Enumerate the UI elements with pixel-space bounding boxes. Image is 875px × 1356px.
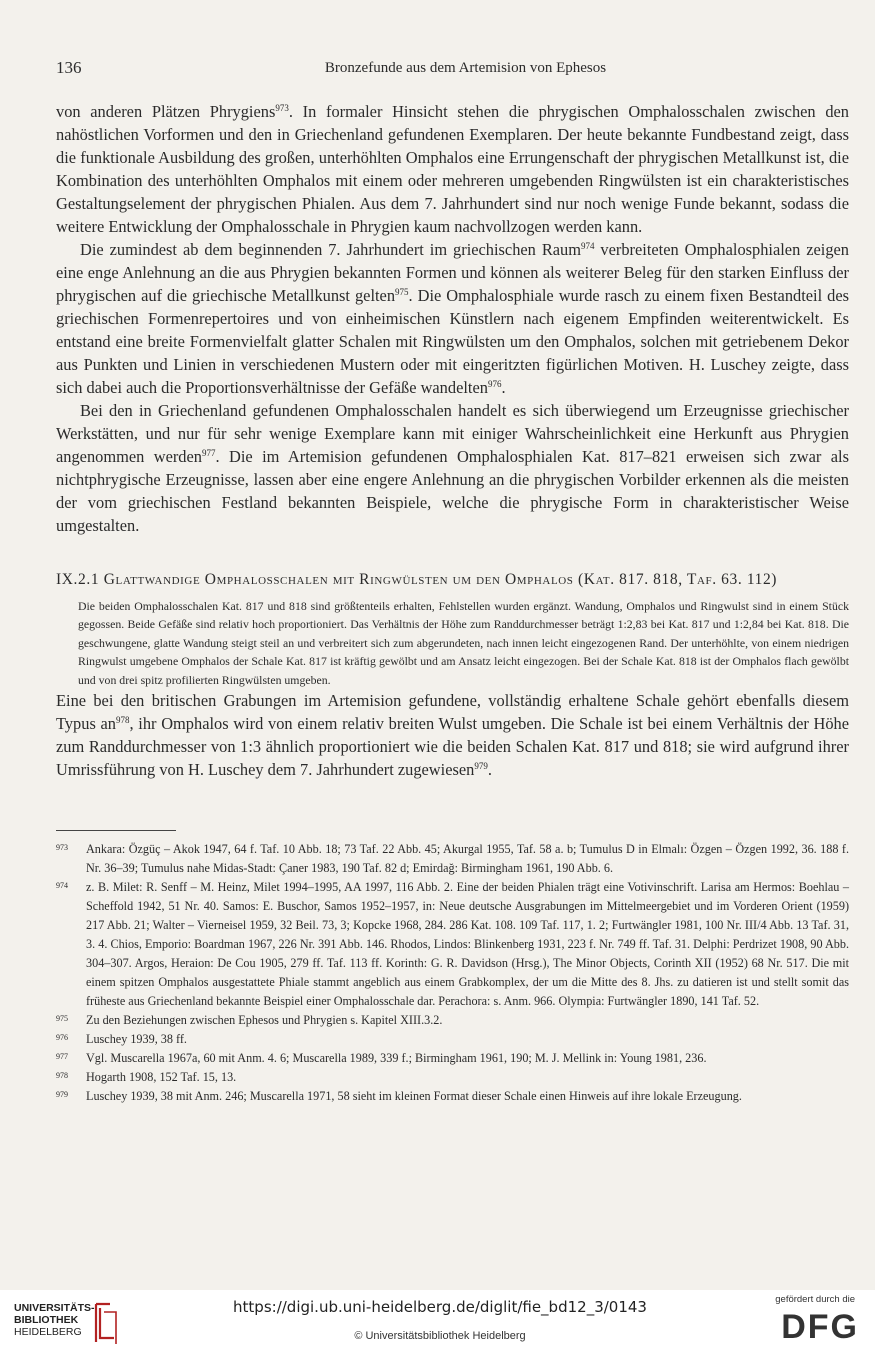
footnote: 978 Hogarth 1908, 152 Taf. 15, 13. — [56, 1070, 237, 1084]
footnote-divider — [56, 830, 176, 831]
running-title: Bronzefunde aus dem Artemision von Ephesos — [324, 60, 607, 76]
footnote-ref-973[interactable]: 973 — [275, 103, 289, 113]
footnote-ref-974[interactable]: 974 — [580, 241, 595, 251]
footnote: 973 Ankara: Özgüç – Akok 1947, 64 f. Taf. 10 Abb. 18; 73 Taf. 22 Abb. 45; Akurgal 1955, Taf. 58 a. b; Tumulus D in Elmalı: Özgen – Özgen 1992, 36. 188 f. Nr. 36–39; Tumulus nahe Midas-Stadt: Çaner 1983, 190 Taf. 82 d; Emirdağ: Birmingham 1961, 190 Abb. 6. — [56, 842, 849, 875]
footnote: 974 z. B. Milet: R. Senff – M. Heinz, Milet 1994–1995, AA 1997, 116 Abb. 2. Eine der beiden Phialen trägt eine Votivinschrift. Larisa am Hermos: Boehlau – Scheffold 1942, 51 Nr. 40. Samos: E. Buschor, Samos 1952–1957, in: Neue deutsche Ausgrabungen im Mittelmeergebiet und im Vorderen Orient (1959) 217 Abb. 21; Walter – Vierneisel 1959, 32 Beil. 73, 3; Kopcke 1968, 284. 286 Kat. 108. 109 Taf. 117, 1. 2; Furtwängler 1981, 100 Nr. III/4 Abb. 13 Taf. 31, 3. 4. Chios, Emporio: Boardman 1967, 226 Nr. 391 Abb. 146. Rhodos, Lindos: Blinkenberg 1931, 223 f. Nr. 749 ff. Taf. 31. Delphi: Perdrizet 1908, 90 Abb. 304–307. Argos, Heraion: De Cou 1905, 279 ff. Taf. 113 ff. Korinth: G. R. Davidson (Hrsg.), The Minor Objects, Corinth XII (1952) 68 Nr. 517. Die mit einem spitzen Omphalos ausgestattete Phiale stammt angeblich aus einem Grabkomplex, der um die Mitte des 8. Jhs. zu datieren ist und stellt somit das früheste aus Griechenland bekannte Beispiel einer Omphalosschale dar. Perachora: s. Anm. 966. Olympia: Furtwängler 1890, 141 Taf. 52. — [56, 880, 849, 1008]
footnote: 979 Luschey 1939, 38 mit Anm. 246; Muscarella 1971, 58 sieht im kleinen Format dieser Schale einen Hinweis auf ihre lokale Erzeugung. — [56, 1089, 742, 1103]
footnote: 975 Zu den Beziehungen zwischen Ephesos und Phrygien s. Kapitel XIII.3.2. — [56, 1013, 443, 1027]
viewer-footer — [0, 1290, 875, 1356]
footnote-ref-976[interactable]: 976 — [487, 379, 502, 389]
section-title: Glattwandige Omphalosschalen mit Ringwülsten um den Omphalos — [103, 571, 574, 588]
funding-caption: gefördert durch die — [775, 1294, 855, 1305]
running-header — [56, 58, 835, 78]
library-logo-icon — [88, 1300, 122, 1346]
footnote: 977 Vgl. Muscarella 1967a, 60 mit Anm. 4. 6; Muscarella 1989, 339 f.; Birmingham 1961, 190; M. J. Mellink in: Young 1981, 236. — [56, 1051, 707, 1065]
main-text — [56, 100, 849, 781]
copyright-notice: © Universitätsbibliothek Heidelberg — [354, 1330, 526, 1342]
catalog-description: Die beiden Omphalosschalen Kat. 817 und 818 sind größtenteils erhalten, Fehlstellen wurden ergänzt. Wandung, Omphalos und Ringwulst sind in einem Stück gegossen. Beide Gefäße sind relativ hoch proportioniert. Das Verhältnis der Höhe zum Randdurchmesser beträgt 1:2,83 bei Kat. 817 und 1:2,84 bei Kat. 818. Die geschwungene, glatte Wandung steigt steil an und verbreitert sich zum abgerundeten, nach innen leicht eingezogenen Rand. Der unterhöhlte, von einem niedrigen Ringwulst umgebene Omphalos der Schale Kat. 817 ist kräftig gewölbt und am Ansatz leicht eingezogen. Bei der Schale Kat. 818 ist der Omphalos flach gewölbt und von drei spitz profilierten Ringwülsten umgeben. — [78, 599, 849, 687]
footnote-ref-979[interactable]: 979 — [474, 761, 488, 772]
section-heading — [56, 571, 849, 589]
section-ref: (Kat. 817. 818, Taf. 63. 112) — [578, 571, 778, 588]
page-number: 136 — [56, 58, 82, 77]
paragraph-2: Die zumindest ab dem beginnenden 7. Jahrhundert im griechischen Raum$^{974}$ verbreiteten Omphalosphialen zeigen eine enge Anlehnung an die aus Phrygien bekannten Formen und können als weiterer Beleg für den starken Einfluss der phrygischen auf die griechische Metallkunst gelten$^{975}$. Die Omphalosphiale wurde rasch zu einem fixen Bestandteil des griechischen Formenrepertoires und von einheimischen Künstlern nach eigenem Empfinden weiterentwickelt. Es entstand eine breite Formenvielfalt glatter Schalen mit Ringwülsten um den Omphalos, solchen mit getriebenem Dekor aus Punkten und Linien in verschiedenen Mustern oder mit eingeritzten figürlichen Motiven. H. Luschey zeigte, dass sich dabei auch die Proportionsverhältnisse der Gefäße wandelten$^{976}$. — [56, 240, 849, 397]
footnote-ref-978[interactable]: 978 — [116, 715, 130, 726]
dfg-logo: DFG — [781, 1308, 859, 1346]
paragraph-4: Eine bei den britischen Grabungen im Artemision gefundene, vollständig erhaltene Schale gehört ebenfalls diesem Typus $an^{978}$, ihr Omphalos wird von einem relativ breiten Wulst umgeben. Die Schale ist bei einem Verhältnis der Höhe zum Randdurchmesser von 1:3 ähnlich proportioniert wie die beiden Schalen Kat. 817 und 818; sie wird aufgrund ihrer Umrissführung von H. Luschey dem 7. Jahrhundert zugewiesen$^{979}$. — [56, 691, 850, 780]
footnote-ref-975[interactable]: 975 — [395, 287, 409, 297]
permalink-url[interactable]: https://digi.ub.uni-heidelberg.de/diglit/fie_bd12_3/0143 — [233, 1298, 647, 1316]
footnotes — [56, 840, 849, 1106]
paragraph-3: Bei den in Griechenland gefundenen Omphalosschalen handelt es sich überwiegend um Erzeugnisse griechischer Werkstätten, und nur für sehr wenige Exemplare kann mit einiger Wahrscheinlichkeit eine Herkunft aus Phrygien angenommen werden$^{977}$. Die im Artemision gefundenen Omphalosphialen Kat. 817–821 erweisen sich zwar als nichtphrygische Erzeugnisse, lassen aber eine engere Anlehnung an die phrygischen Vorbilder erkennen als die meisten der vom griechischen Festland bekannten Beispiele, welche die phrygische Form in charakteristischer Weise umgestalten. — [56, 401, 849, 535]
footnote-ref-977[interactable]: 977 — [201, 448, 216, 458]
section-number: IX.2.1 — [56, 571, 100, 588]
paragraph-1: von anderen Plätzen Phrygiens$^{973}$. In formaler Hinsicht stehen die phrygischen Omphalosschalen zwischen den nahöstlichen Vorformen und den in Griechenland gefundenen Exemplaren. Der heute bekannte Fundbestand zeigt, dass die funktionale Ausbildung des großen, unterhöhlten Omphalos eine Errungenschaft der phrygischen Metallkunst ist, die Kombination des unterhöhlten Omphalos mit einem oder mehreren umgebenden Ringwülsten ist ein charakteristisches Gestaltungselement der phrygischen Phialen. Aus dem 7. Jahrhundert sind nur noch wenige Funde bekannt, sodass die weitere Entwicklung der Omphalosschale in Phrygien kaum nachvollzogen werden kann. — [56, 102, 849, 236]
footnote: 976 Luschey 1939, 38 ff. — [56, 1032, 187, 1046]
library-name: UNIVERSITÄTS- BIBLIOTHEK HEIDELBERG — [14, 1302, 95, 1338]
